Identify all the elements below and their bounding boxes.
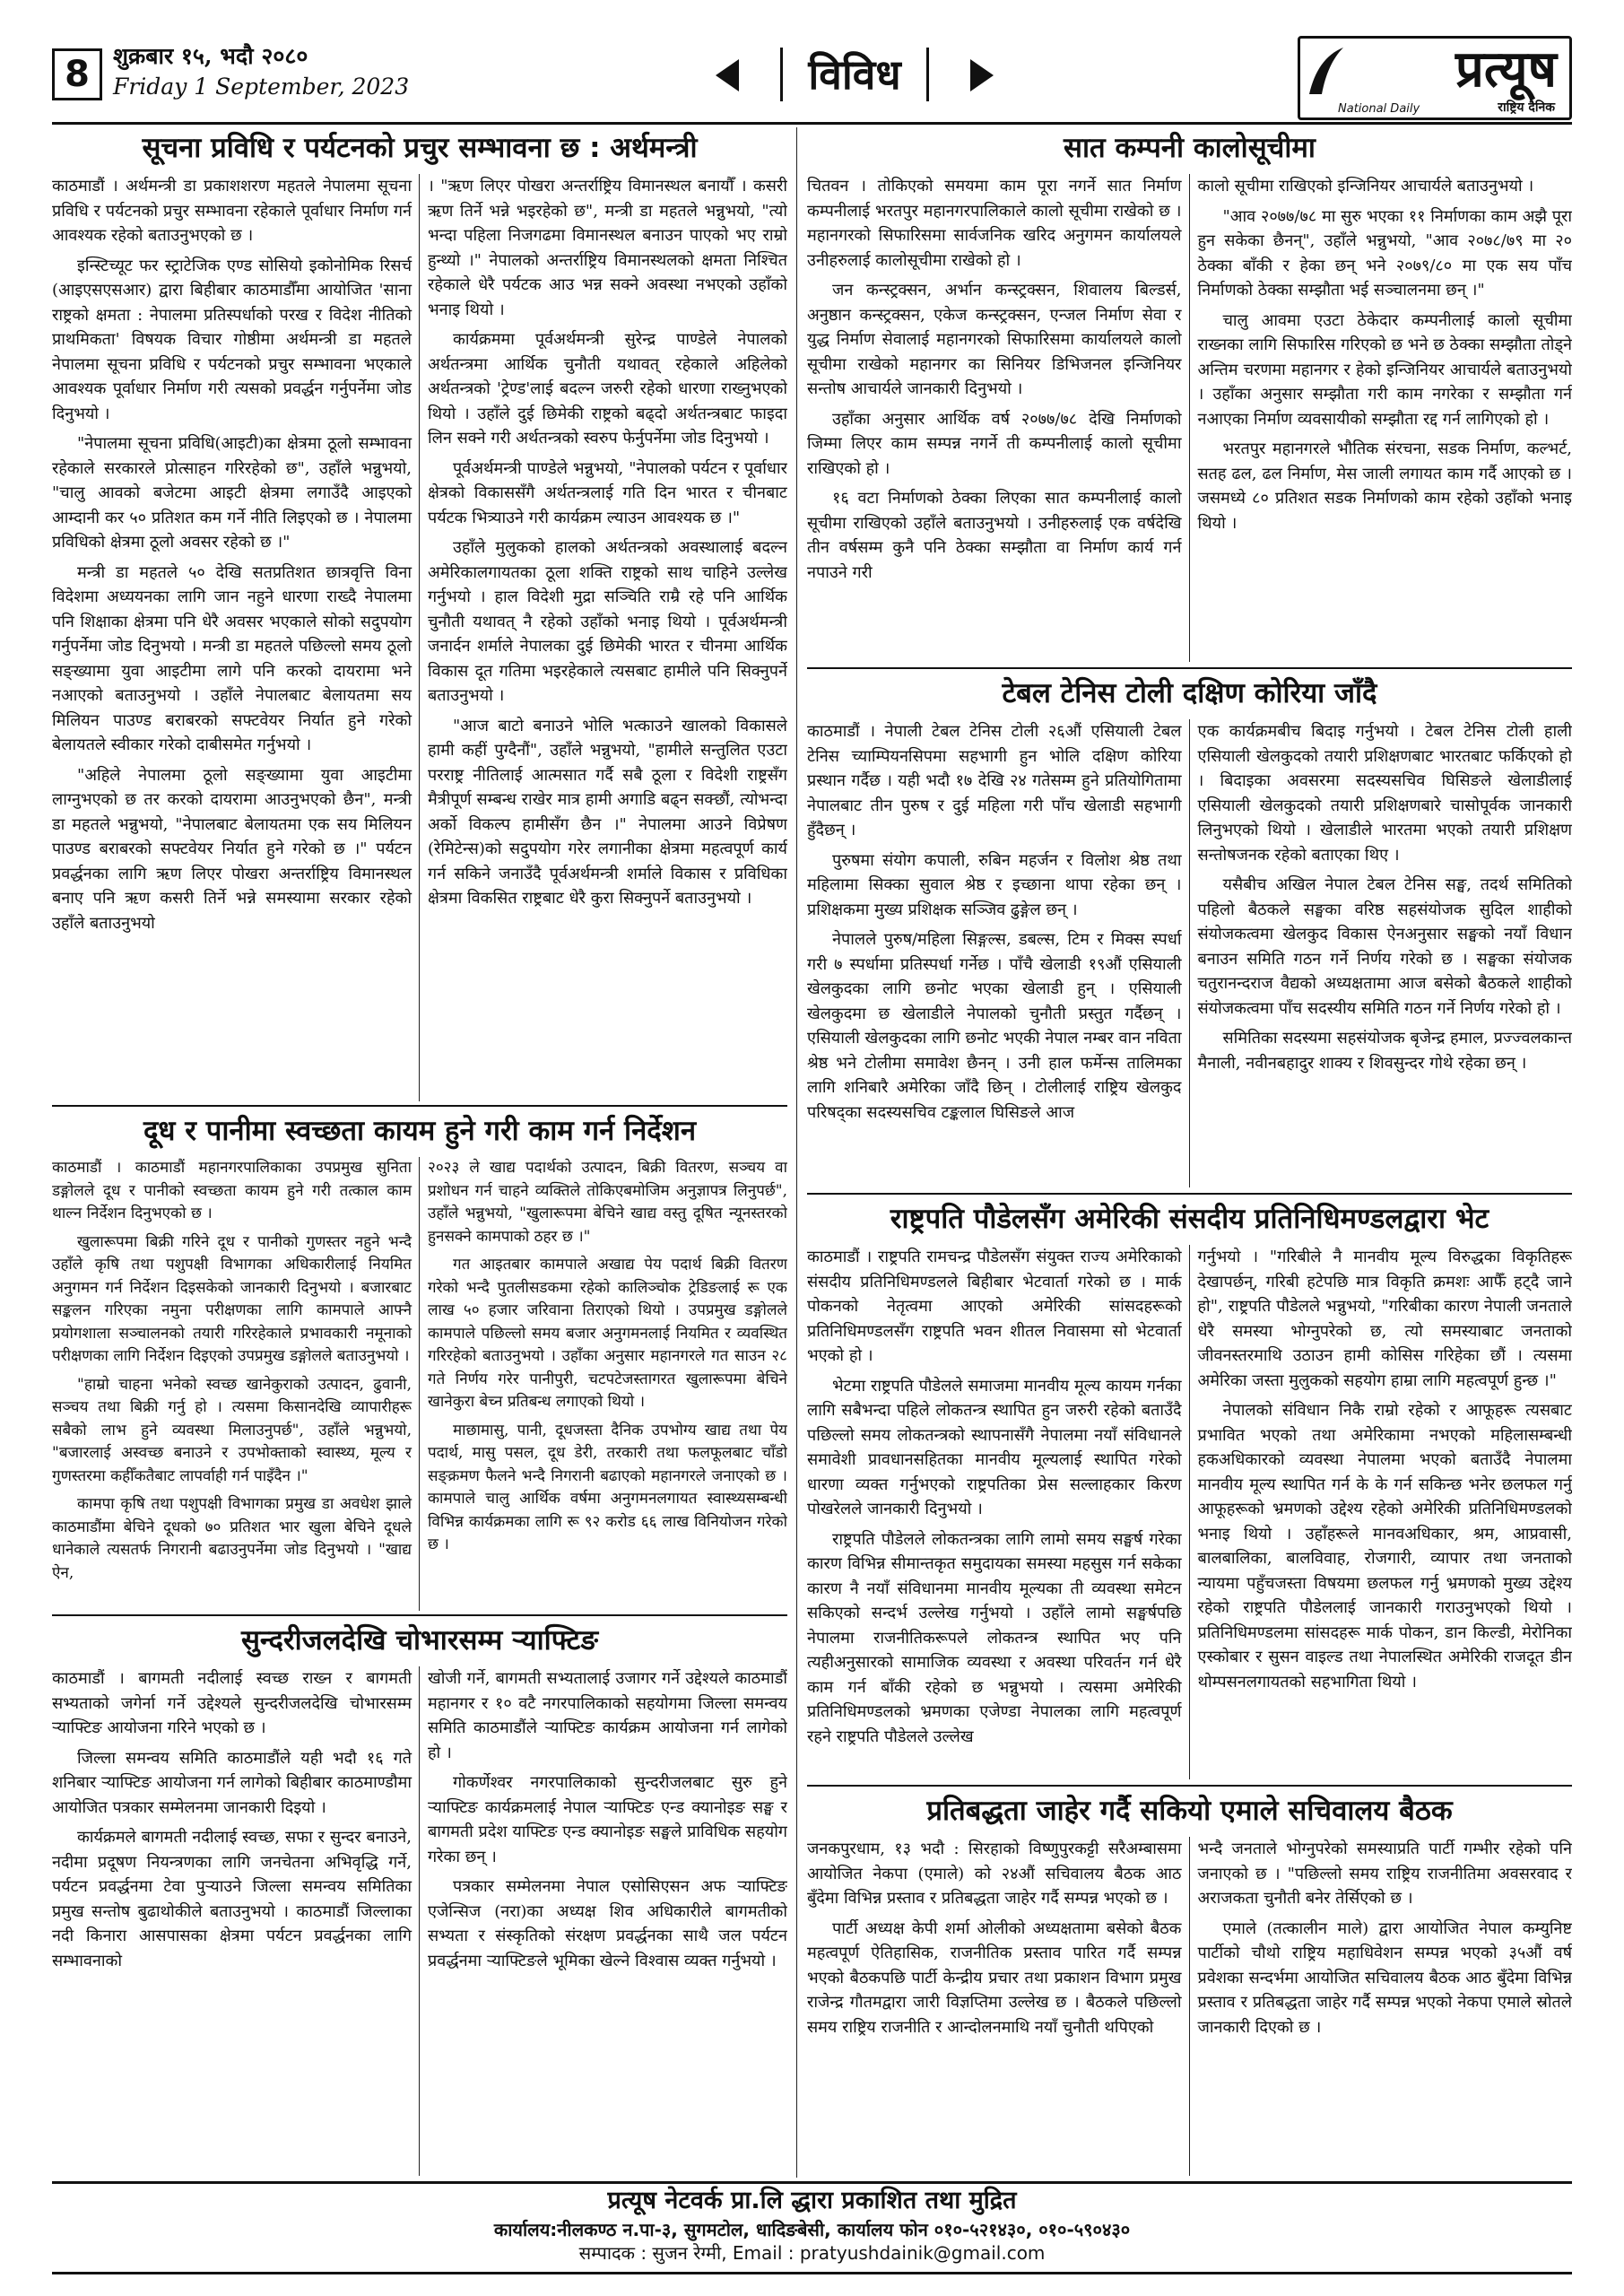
logo-sub-nepali: राष्ट्रिय दैनिक xyxy=(1498,100,1555,115)
paragraph: भरतपुर महानगरले भौतिक संरचना, सडक निर्माण, कल्भर्ट, सतह ढल, ढल निर्माण, मेस जाली लगायत काम गर्दै आएको छ । जसमध्ये ८० प्रतिशत सडक निर्माणको काम रहेको उहाँको भनाइ थियो । xyxy=(1197,439,1572,533)
paragraph: । "ऋण लिएर पोखरा अन्तर्राष्ट्रिय विमानस्थल बनायौँ । कसरी ऋण तिर्ने भन्ने भइरहेको छ", मन्त्री डा महतले भन्नुभयो, "त्यो भन्दा पहिला निजगढमा विमानस्थल बनाउन पाएको भए राम्रो हुन्थ्यो ।" नेपालको अन्तर्राष्ट्रिय विमानस्थलको क्षमता निश्चित रहेकाले धेरै पर्यटक आउ भन्न सक्ने अवस्था नभएको उहाँको भनाइ थियो । xyxy=(428,177,787,319)
paragraph: २०२३ ले खाद्य पदार्थको उत्पादन, बिक्री वितरण, सञ्चय वा प्रशोधन गर्न चाहने व्यक्तिले तोकिएबमोजिम अनुज्ञापत्र लिनुपर्छ", उहाँले भन्नुभयो, "खुलारूपमा बेचिने खाद्य वस्तु दूषित न्यूनस्तरको हुनसक्ने कामपाको ठहर छ ।" xyxy=(428,1159,787,1246)
article-column xyxy=(807,719,1182,1187)
divider xyxy=(807,1193,1572,1195)
paragraph: राष्ट्रपति पौडेलले लोकतन्त्रका लागि लामो समय सङ्घर्ष गरेका कारण विभिन्न सीमान्तकृत समुदायका समस्या महसुस गर्न सकेका कारण नै नयाँ संविधानमा मानवीय मूल्यका ती व्यवस्था समेटन सकिएको सन्दर्भ उल्लेख गर्नुभयो । उहाँले लामो सङ्घर्षपछि नेपालमा राजनीतिकरूपले लोकतन्त्र स्थापित भए पनि त्यहीअनुसारको सामाजिक व्यवस्था र अवस्था परिवर्तन गर्न धेरै काम गर्न बाँकी रहेको छ भन्नुभयो । त्यसमा अमेरिकी प्रतिनिधिमण्डलको भ्रमणका एजेण्डा नेपालका लागि महत्वपूर्ण रहने राष्ट्रपति पौडेलले उल्लेख xyxy=(807,1529,1182,1746)
article-column xyxy=(52,1666,412,2176)
article-column xyxy=(52,1157,412,1611)
paragraph: कामपा कृषि तथा पशुपक्षी विभागका प्रमुख डा अवधेश झाले काठमाडौंमा बेचिने दूधको ७० प्रतिशत भार खुला बेचिने दूधले धानेकाले त्यसतर्फ निगरानी बढाउनुपर्नेमा जोड दिनुभयो । "खाद्य ऐन, xyxy=(52,1495,412,1582)
paragraph: नेपालले पुरुष/महिला सिङ्गल्स, डबल्स, टिम र मिक्स स्पर्धा गरी ७ स्पर्धामा प्रतिस्पर्धा गर्नेछ । पाँचै खेलाडी १९औं एसियाली खेलकुदका लागि छनोट भएका खेलाडी हुन् । एसियाली खेलकुदमा छ खेलाडीले नेपालको चुनौती प्रस्तुत गर्दैछन् । एसियाली खेलकुदका लागि छनोट भएकी नेपाल नम्बर वान नविता श्रेष्ठ भने टोलीमा समावेश छैनन् । उनी हाल फर्मेन्स तालिमका लागि शनिबारै अमेरिका जाँदै छिन् । टोलीलाई राष्ट्रिय खेलकुद परिषद्का सदस्यसचिव टङ्कलाल घिसिङले आज xyxy=(807,930,1182,1122)
masthead-logo xyxy=(1298,36,1572,120)
paragraph: समितिका सदस्यमा सहसंयोजक बृजेन्द्र हमाल, प्रज्ज्वलकान्त मैनाली, नवीनबहादुर शाक्य र शिवसुन्दर गोथे रहेका छन् । xyxy=(1197,1029,1572,1073)
paragraph: पूर्वअर्थमन्त्री पाण्डेले भन्नुभयो, "नेपालको पर्यटन र पूर्वाधार क्षेत्रको विकाससँगै अर्थतन्त्रलाई गति दिन भारत र चीनबाट पर्यटक भित्र्याउने गरी कार्यक्रम ल्याउन आवश्यक छ ।" xyxy=(428,458,787,527)
article-milk-water xyxy=(52,1110,787,1613)
article-president-meeting xyxy=(807,1198,1572,1781)
divider xyxy=(807,667,1572,669)
article-column xyxy=(1198,174,1573,662)
section-title xyxy=(716,43,994,106)
paragraph: काठमाडौं । अर्थमन्त्री डा प्रकाशशरण महतले नेपालमा सूचना प्रविधि र पर्यटनको प्रचुर सम्भावना रहेकाले पूर्वाधार निर्माण गर्न आवश्यक रहेको बताउनुभएको छ । xyxy=(52,177,412,245)
logo-sub-english: National Daily xyxy=(1338,102,1420,116)
article-column xyxy=(1198,1245,1573,1779)
article-rafting xyxy=(52,1620,787,2178)
paragraph: काठमाडौं । काठमाडौं महानगरपालिकाका उपप्रमुख सुनिता डङ्गोलले दूध र पानीको स्वच्छता कायम हुने गरी तत्काल काम थाल्न निर्देशन दिनुभएको छ । xyxy=(52,1159,412,1222)
paragraph: खोजी गर्ने, बागमती सभ्यतालाई उजागर गर्ने उद्देश्यले काठमाडौं महानगर र १० वटै नगरपालिकाको सहयोगमा जिल्ला समन्वय समिति काठमाडौंले र्‍याफ्टिङ कार्यक्रम आयोजना गर्न लागेको हो । xyxy=(428,1669,787,1762)
paragraph: "आव २०७७/७८ मा सुरु भएका ११ निर्माणका काम अझै पूरा हुन सकेका छैनन्", उहाँले भन्नुभयो, "आव २०७८/७९ मा २० ठेक्का बाँकी र हेका छन् भने २०७९/८० मा एक सय पाँच निर्माणको ठेक्का सम्झौता भई सञ्चालनमा छन् ।" xyxy=(1197,206,1572,300)
article-headline: प्रतिबद्धता जाहेर गर्दै सकियो एमाले सचिवालय बैठक xyxy=(926,1795,1453,1827)
date-english: Friday 1 September, 2023 xyxy=(113,74,410,100)
article-headline: टेबल टेनिस टोली दक्षिण कोरिया जाँदै xyxy=(1002,677,1377,709)
paragraph: काठमाडौं । राष्ट्रपति रामचन्द्र पौडेलसँग संयुक्त राज्य अमेरिकाको संसदीय प्रतिनिधिमण्डलले बिहीबार भेटवार्ता गरेको छ । मार्क पोकनको नेतृत्वमा आएको अमेरिकी सांसदहरूको प्रतिनिधिमण्डलसँग राष्ट्रपति भवन शीतल निवासमा सो भेटवार्ता भएको हो । xyxy=(807,1248,1182,1365)
logo-text: प्रत्यूष xyxy=(1455,40,1557,99)
page-number: 8 xyxy=(52,48,102,100)
paragraph: काठमाडौं । बागमती नदीलाई स्वच्छ राख्न र बागमती सभ्यताको जगेर्ना गर्ने उद्देश्यले सुन्दरीजलदेखि चोभारसम्म र्‍याफ्टिङ आयोजना गरिने भएको छ । xyxy=(52,1669,412,1737)
divider xyxy=(52,1614,787,1616)
paragraph: गत आइतबार कामपाले अखाद्य पेय पदार्थ बिक्री वितरण गरेको भन्दै पुतलीसडकमा रहेको कालिञ्चोक ट्रेडिङलाई रू एक लाख ५० हजार जरिवाना तिराएको थियो । उपप्रमुख डङ्गोलले कामपाले पछिल्लो समय बजार अनुगमनलाई नियमित र व्यवस्थित गरिरहेको बताउनुभयो । उहाँका अनुसार महानगरले गत साउन २८ गते निर्णय गरेर पानीपुरी, चटपटेजस्तागरत खुलारूपमा बेचिने खानेकुरा बेच्न प्रतिबन्ध लगाएको थियो । xyxy=(428,1256,787,1411)
article-headline: सूचना प्रविधि र पर्यटनको प्रचुर सम्भावना छ : अर्थमन्त्री xyxy=(142,132,698,164)
paragraph: कालो सूचीमा राखिएको इन्जिनियर आचार्यले बताउनुभयो । xyxy=(1197,177,1534,196)
paragraph: नेपालको संविधान निकै राम्रो रहेको र आफूहरू त्यसबाट प्रभावित भएको तथा अमेरिकामा नभएको महिलासम्बन्धी हकअधिकारको व्यवस्था नेपालमा भएको बताउँदै नेपालमा मानवीय मूल्य स्थापित गर्न के के गर्न सकिन्छ भनेर छलफल गर्नु आफूहरूको भ्रमणको उद्देश्य रहेको अमेरिकी प्रतिनिधिमण्डलको भनाइ थियो । उहाँहरूले मानवअधिकार, श्रम, आप्रवासी, बालबालिका, बालविवाह, रोजगारी, व्यापार तथा जनताको न्यायमा पहुँचजस्ता विषयमा छलफल गर्नु भ्रमणको मुख्य उद्देश्य रहेको राष्ट्रपति पौडेललाई जानकारी गराउनुभएको थियो । प्रतिनिधिमण्डलमा सांसदहरू मार्क पोकन, डान किल्डी, मेरोनिका एस्कोबार र सुसन वाइल्ड तथा नेपालस्थित अमेरिकी राजदूत डीन थोम्पसनलगायतको सहभागिता थियो । xyxy=(1197,1401,1572,1692)
divider xyxy=(52,1105,787,1107)
article-headline: सात कम्पनी कालोसूचीमा xyxy=(1064,132,1316,164)
editor-contact: सम्पादक : सुजन रेग्मी, Email : pratyushdainik@gmail.com xyxy=(578,2242,1046,2264)
logo-swoosh-icon xyxy=(1306,44,1345,98)
office-address: कार्यालय:नीलकण्ठ न.पा-३, सुगमटोल, धादिङबेसी, कार्यालय फोन ०१०-५२१४३०, ०१०-५९०४३० xyxy=(493,2219,1131,2240)
article-uml-secretariat xyxy=(807,1790,1572,2178)
paragraph: कार्यक्रमले बागमती नदीलाई स्वच्छ, सफा र सुन्दर बनाउने, नदीमा प्रदूषण नियन्त्रणका लागि जनचेतना अभिवृद्धि गर्ने, पर्यटन प्रवर्द्धनमा टेवा पुर्‍याउने जिल्ला समन्वय समितिका प्रमुख सन्तोष बुढाथोकीले बताउनुभयो । काठमाडौं जिल्लाका नदी किनारा आसपासका क्षेत्रमा पर्यटन प्रवर्द्धनका लागि सम्भावनाको xyxy=(52,1828,412,1970)
article-it-tourism xyxy=(52,127,787,1103)
paragraph: मन्त्री डा महतले ५० देखि सतप्रतिशत छात्रवृत्ति विना विदेशमा अध्ययनका लागि जान नहुने धारणा राख्दै नेपालमा पनि शिक्षाका क्षेत्रमा पनि धेरै अवसर भएकाले सोको सदुपयोग गर्नुपर्नेमा जोड दिनुभयो । मन्त्री डा महतले पछिल्लो समय ठूलो सङ्ख्यामा युवा आइटीमा लागे पनि करको दायरामा भने नआएको बताउनुभयो । उहाँले नेपालबाट बेलायतमा सय मिलियन पाउण्ड बराबरको सफ्टवेयर निर्यात हुने गरेको बेलायतले स्वीकार गरेको दाबीसमेत गर्नुभयो । xyxy=(52,562,412,754)
paragraph: कार्यक्रममा पूर्वअर्थमन्त्री सुरेन्द्र पाण्डेले नेपालको अर्थतन्त्रमा आर्थिक चुनौती यथावत् रहेकाले अहिलेको अर्थतन्त्रको 'ट्रेण्ड'लाई बदल्न जरुरी रहेको धारणा राख्नुभएको थियो । उहाँले दुई छिमेकी राष्ट्रको बढ्दो अर्थतन्त्रबाट फाइदा लिन सक्ने गरी अर्थतन्त्रको स्वरुप फेर्नुपर्नेमा जोड दिनुभयो । xyxy=(428,330,787,448)
paragraph: उहाँका अनुसार आर्थिक वर्ष २०७७/७८ देखि निर्माणको जिम्मा लिएर काम सम्पन्न नगर्ने ती कम्पनीलाई कालो सूचीमा राखिएको हो । xyxy=(807,409,1182,478)
paragraph: माछामासु, पानी, दूधजस्ता दैनिक उपभोग्य खाद्य तथा पेय पदार्थ, मासु पसल, दूध डेरी, तरकारी तथा फलफूलबाट चाँडो सङ्क्रमण फैलने भन्दै निगरानी बढाएको महानगरले जनाएको छ । कामपाले चालु आर्थिक वर्षमा अनुगमनलगायत स्वास्थ्यसम्बन्धी विभिन्न कार्यक्रमका लागि रू ९२ करोड ६६ लाख विनियोजन गरेको छ । xyxy=(428,1421,787,1553)
paragraph: पार्टी अध्यक्ष केपी शर्मा ओलीको अध्यक्षतामा बसेको बैठक महत्वपूर्ण ऐतिहासिक, राजनीतिक प्रस्ताव पारित गर्दै सम्पन्न भएको बैठकपछि पार्टी केन्द्रीय प्रचार तथा प्रकाशन विभाग प्रमुख राजेन्द्र गौतमद्वारा जारी विज्ञप्तिमा उल्लेख छ । बैठकले पछिल्लो समय राष्ट्रिय राजनीति र आन्दोलनमाथि नयाँ चुनौती थपिएको xyxy=(807,1918,1182,2037)
paragraph: गोकर्णेश्वर नगरपालिकाको सुन्दरीजलबाट सुरु हुने र्‍याफ्टिङ कार्यक्रमलाई नेपाल र्‍याफ्टिङ एन्ड क्यानोइङ सङ्घ र बागमती प्रदेश याफ्टिङ एन्ड क्यानोइङ सङ्घले प्राविधिक सहयोग गरेका छन् । xyxy=(428,1773,787,1866)
paragraph: चालु आवमा एउटा ठेकेदार कम्पनीलाई कालो सूचीमा राख्नका लागि सिफारिस गरिएको छ भने छ ठेक्का सम्झौता तोड्ने अन्तिम चरणमा महानगर र हेको इन्जिनियर आचार्यले बताउनुभयो । उहाँका अनुसार सम्झौता गरी काम नगरेका र सम्झौता गर्न नआएका निर्माण व्यवसायीको सम्झौता रद्द गर्न लागिएको हो । xyxy=(1197,310,1572,429)
paragraph: काठमाडौं । नेपाली टेबल टेनिस टोली २६औं एसियाली टेबल टेनिस च्याम्पियनसिपमा सहभागी हुन भोलि दक्षिण कोरिया प्रस्थान गर्दैछ । यही भदौ १७ देखि २४ गतेसम्म हुने प्रतियोगितामा नेपालबाट तीन पुरुष र दुई महिला गरी पाँच खेलाडी सहभागी हुँदैछन् । xyxy=(807,722,1182,839)
article-blacklist xyxy=(807,127,1572,664)
article-headline: राष्ट्रपति पौडेलसँग अमेरिकी संसदीय प्रतिनिधिमण्डलद्वारा भेट xyxy=(890,1203,1489,1235)
masthead xyxy=(52,36,1572,125)
article-column xyxy=(1198,1837,1573,2176)
paragraph: १६ वटा निर्माणको ठेक्का लिएका सात कम्पनीलाई कालो सूचीमा राखिएको उहाँले बताउनुभयो । उनीहरुलाई एक वर्षदेखि तीन वर्षसम्म कुनै पनि ठेक्का सम्झौता वा निर्माण कार्य गर्न नपाउने गरी xyxy=(807,489,1182,582)
paragraph: खुलारूपमा बिक्री गरिने दूध र पानीको गुणस्तर नहुने भन्दै उहाँले कृषि तथा पशुपक्षी विभागका अधिकारीलाई नियमित अनुगमन गर्न निर्देशन दिइसकेको जानकारी दिनुभयो । बजारबाट सङ्कलन गरिएका नमुना परीक्षणका लागि कामपाले आफ्नै प्रयोगशाला सञ्चालनको तयारी गरिरहेकाले प्रभावकारी नमूनाको परीक्षणका लागि निर्देशन दिइएको उपप्रमुख डङ्गोलले बताउनुभयो । xyxy=(52,1232,412,1365)
imprint-footer xyxy=(52,2181,1572,2274)
article-column xyxy=(807,1245,1182,1779)
paragraph: पत्रकार सम्मेलनमा नेपाल एसोसिएसन अफ र्‍याफ्टिङ एजेन्सिज (नरा)का अध्यक्ष शिव अधिकारीले बागमतीको सभ्यता र संस्कृतिको संरक्षण प्रवर्द्धनका साथै जल पर्यटन प्रवर्द्धनमा र्‍याफ्टिङले भूमिका खेल्ने विश्वास व्यक्त गर्नुभयो । xyxy=(428,1877,787,1970)
divider xyxy=(807,1785,1572,1787)
paragraph: यसैबीच अखिल नेपाल टेबल टेनिस सङ्घ, तदर्थ समितिको पहिलो बैठकले सङ्घका वरिष्ठ सहसंयोजक सुदिल शाहीको संयोजकत्वमा खेलकुद विकास ऐनअनुसार सङ्घको नयाँ विधान बनाउन समिति गठन गर्ने निर्णय गरेको छ । सङ्घका संयोजक चतुरानन्दराज वैद्यको अध्यक्षतामा आज बसेको बैठकले शाहीको संयोजकत्वमा पाँच सदस्यीय समिति गठन गर्ने निर्णय गरेको हो । xyxy=(1197,875,1572,1018)
article-headline: दूध र पानीमा स्वच्छता कायम हुने गरी काम गर्न निर्देशन xyxy=(143,1115,697,1147)
article-column xyxy=(428,1666,787,2176)
paragraph: एक कार्यक्रमबीच बिदाइ गर्नुभयो । टेबल टेनिस टोली हाली एसियाली खेलकुदको तयारी प्रशिक्षणबाट भारतबाट फर्किएको हो । बिदाइका अवसरमा सदस्यसचिव घिसिङले खेलाडीलाई एसियाली खेलकुदको तयारी प्रशिक्षणबारे चासोपूर्वक जानकारी लिनुभएको थियो । खेलाडीले भारतमा भएको तयारी प्रशिक्षण सन्तोषजनक रहेको बताएका थिए । xyxy=(1197,722,1572,865)
paragraph: "आज बाटो बनाउने भोलि भत्काउने खालको विकासले हामी कहीं पुग्दैनौं", उहाँले भन्नुभयो, "हामीले सन्तुलित एउटा परराष्ट्र नीतिलाई आत्मसात गर्दै सबै ठूला र विदेशी राष्ट्रसँग मैत्रीपूर्ण सम्बन्ध राखेर मात्र हामी अगाडि बढ्न सक्छौं, त्योभन्दा अर्को विकल्प हामीसँग छैन ।" नेपालमा आउने विप्रेषण (रेमिटेन्स)को सदुपयोग गरेर लगानीका क्षेत्रमा महत्वपूर्ण कार्य गर्न सकिने जनाउँदै पूर्वअर्थमन्त्री शर्माले विकास र प्रविधिका क्षेत्रमा विकसित राष्ट्रबाट धेरै कुरा सिक्नुपर्ने बताउनुभयो । xyxy=(428,716,787,908)
article-table-tennis xyxy=(807,673,1572,1189)
paragraph: "हाम्रो चाहना भनेको स्वच्छ खानेकुराको उत्पादन, ढुवानी, सञ्चय तथा बिक्री गर्नु हो । त्यसमा किसानदेखि व्यापारीहरू सबैको लाभ हुने व्यवस्था मिलाउनुपर्छ", उहाँले भन्नुभयो, "बजारलाई अस्वच्छ बनाउने र उपभोक्ताको स्वास्थ्य, मूल्य र गुणस्तरमा कहीँकतैबाट लापर्वाही गर्न पाइँदैन ।" xyxy=(52,1375,412,1485)
article-column xyxy=(428,174,787,1101)
date-nepali: शुक्रबार १५, भदौ २०८० xyxy=(113,43,308,69)
paragraph: उहाँले मुलुकको हालको अर्थतन्त्रको अवस्थालाई बदल्न अमेरिकालगायतका ठूला शक्ति राष्ट्रको साथ चाहिने उल्लेख गर्नुभयो । हाल विदेशी मुद्रा सञ्चिति राम्रै रहे पनि आर्थिक चुनौती यथावत् नै रहेको उहाँको भनाइ थियो । पूर्वअर्थमन्त्री जनार्दन शर्माले नेपालका दुई छिमेकी भारत र चीनमा आर्थिक विकास दूत गतिमा भइरहेकाले त्यसबाट हामीले पनि सिक्नुपर्ने बताउनुभयो । xyxy=(428,538,787,705)
paragraph: जनकपुरधाम, १३ भदौ : सिरहाको विष्णुपुरकट्टी सरैअम्बासमा आयोजित नेकपा (एमाले) को २४औं सचिवालय बैठक आठ बुँदेमा विभिन्न प्रस्ताव र प्रतिबद्धता जाहेर गर्दै सम्पन्न भएको छ । xyxy=(807,1839,1182,1908)
article-headline: सुन्दरीजलदेखि चोभारसम्म र्‍याफ्टिङ xyxy=(240,1624,599,1657)
paragraph: एमाले (तत्कालीन माले) द्वारा आयोजित नेपाल कम्युनिष्ट पार्टीको चौथो राष्ट्रिय महाधिवेशन सम्पन्न भएको ३५औं वर्ष प्रवेशका सन्दर्भमा आयोजित सचिवालय बैठक आठ बुँदेमा विभिन्न प्रस्ताव र प्रतिबद्धता जाहेर गर्दै सम्पन्न भएको नेकपा एमाले स्रोतले जानकारी दिएको छ । xyxy=(1197,1918,1572,2037)
issue-date xyxy=(113,41,409,102)
article-column xyxy=(807,1837,1182,2176)
paragraph: चितवन । तोकिएको समयमा काम पूरा नगर्ने सात निर्माण कम्पनीलाई भरतपुर महानगरपालिकाले कालो सूचीमा राखेको छ । महानगरको सिफारिसमा सार्वजनिक खरिद अनुगमन कार्यालयले उनीहरुलाई कालोसूचीमा राखेको हो । xyxy=(807,177,1182,270)
article-column xyxy=(1198,719,1573,1187)
vertical-divider xyxy=(796,127,797,2178)
article-column xyxy=(807,174,1182,662)
publisher-line: प्रत्यूष नेटवर्क प्रा.लि द्धारा प्रकाशित तथा मुद्रित xyxy=(607,2187,1017,2214)
paragraph: "नेपालमा सूचना प्रविधि(आइटी)का क्षेत्रमा ठूलो सम्भावना रहेकाले सरकारले प्रोत्साहन गरिरहेको छ", उहाँले भन्नुभयो, "चालु आवको बजेटमा आइटी क्षेत्रमा लगाउँदै आइएको आम्दानी कर ५० प्रतिशत कम गर्ने नीति लिइएको छ । नेपालमा प्रविधिको क्षेत्रमा ठूलो अवसर रहेको छ ।" xyxy=(52,434,412,552)
paragraph: भन्दै जनताले भोग्नुपरेको समस्याप्रति पार्टी गम्भीर रहेको पनि जनाएको छ । "पछिल्लो समय राष्ट्रिय राजनीतिमा अवसरवाद र अराजकता चुनौती बनेर तेर्सिएको छ । xyxy=(1197,1839,1572,1908)
paragraph: जन कन्स्ट्रक्सन, अर्भान कन्स्ट्रक्सन, शिवालय बिल्डर्स, अनुष्ठान कन्स्ट्रक्सन, एकेज कन्स्ट्रक्सन, एन्जल निर्माण सेवा र युद्ध निर्माण सेवालाई महानगरको सिफारिसमा कार्यालयले कालो सूचीमा राखेको महानगर का सिनियर डिभिजनल इन्जिनियर सन्तोष आचार्यले जानकारी दिनुभयो । xyxy=(807,281,1182,398)
paragraph: इन्स्टिच्यूट फर स्ट्राटेजिक एण्ड सोसियो इकोनोमिक रिसर्च (आइएसएसआर) द्वारा बिहीबार काठमाडौँमा आयोजित 'साना राष्ट्रको क्षमता : नेपालमा प्रतिस्पर्धाको परख र विदेश नीतिको प्राथमिकता' विषयक विचार गोष्ठीमा अर्थमन्त्री डा महतले नेपालमा सूचना प्रविधि र पर्यटनको प्रचुर सम्भावना भएकाले आवश्यक पूर्वाधार निर्माण गरी त्यसको प्रवर्द्धन गर्नुपर्नेमा जोड दिनुभयो । xyxy=(52,256,412,423)
paragraph: "अहिले नेपालमा ठूलो सङ्ख्यामा युवा आइटीमा लाग्नुभएको छ तर करको दायरामा आउनुभएको छैन", मन्त्री डा महतले भन्नुभयो, "नेपालबाट बेलायतमा एक सय मिलियन पाउण्ड बराबरको सफ्टवेयर निर्यात हुने गरेको छ ।" पर्यटन प्रवर्द्धनका लागि ऋण लिएर पोखरा अन्तर्राष्ट्रिय विमानस्थल बनाए पनि ऋण कसरी तिर्ने भन्ने समस्यामा सरकार रहेको उहाँले बताउनुभयो xyxy=(52,765,412,933)
paragraph: पुरुषमा संयोग कपाली, रुबिन महर्जन र विलोश श्रेष्ठ तथा महिलामा सिक्का सुवाल श्रेष्ठ र इच्छाना थापा रहेका छन् । प्रशिक्षकमा मुख्य प्रशिक्षक सञ्जिव ढुङ्गेल छन् । xyxy=(807,850,1182,919)
paragraph: भेटमा राष्ट्रपति पौडेलले समाजमा मानवीय मूल्य कायम गर्नका लागि सबैभन्दा पहिले लोकतन्त्र स्थापित हुन जरुरी रहेको बताउँदै पछिल्लो समय लोकतन्त्रको स्थापनासँगै नेपालमा नयाँ संविधानले समावेशी प्रावधानसहितका मानवीय मूल्यलाई स्थापित गरेको धारणा व्यक्त गर्नुभएको राष्ट्रपतिका प्रेस सल्लाहकार किरण पोखरेलले जानकारी दिनुभयो । xyxy=(807,1376,1182,1518)
article-column xyxy=(52,174,412,1101)
paragraph: जिल्ला समन्वय समिति काठमाडौंले यही भदौ १६ गते शनिबार र्‍याफ्टिङ आयोजना गर्न लागेको बिहीबार काठमाण्डौमा आयोजित पत्रकार सम्मेलनमा जानकारी दिइयो । xyxy=(52,1748,412,1817)
paragraph: गर्नुभयो । "गरिबीले नै मानवीय मूल्य विरुद्धका विकृतिहरू देखापर्छन्, गरिबी हटेपछि मात्र विकृति क्रमशः आफैँ हट्दै जाने हो", राष्ट्रपति पौडेलले भन्नुभयो, "गरिबीका कारण नेपाली जनताले धेरै समस्या भोग्नुपरेको छ, त्यो समस्याबाट जनताको जीवनस्तरमाथि उठाउन हामी कोसिस गरिहेका छौं । त्यसमा अमेरिका जस्ता मुलुकको सहयोग हाम्रा लागि महत्वपूर्ण हुन्छ ।" xyxy=(1197,1248,1572,1390)
article-column xyxy=(428,1157,787,1611)
section-label: विविध xyxy=(780,48,928,101)
